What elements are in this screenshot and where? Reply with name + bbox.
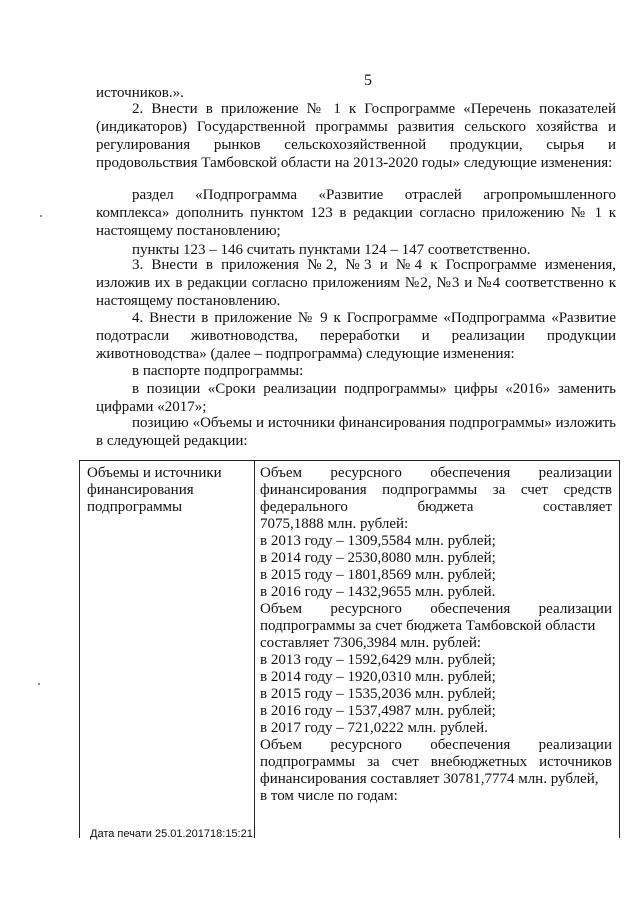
federal-year-line: в 2016 году – 1432,9655 млн. рублей. [260,584,496,600]
regional-year-line: в 2016 году – 1537,4987 млн. рублей; [260,703,496,719]
paragraph-item-2: 2. Внести в приложение № 1 к Госпрограмме «Перечень показателей (индикаторов) Государственной программы развития сельского хозяйства и регулирования рынков сельскохозяйственной продукции, сырья и продовольствия Тамбовской области на 2013-2020 годы» следующие изменения: [96,101,616,171]
paragraph-terms-change: в позиции «Сроки реализации подпрограммы» цифры «2016» заменить цифрами «2017»; [96,381,616,415]
federal-year-line: в 2015 году – 1801,8569 млн. рублей; [260,567,496,583]
regional-intro-line: Объем ресурсного обеспечения реализации [260,601,612,617]
federal-intro-line: Объем ресурсного обеспечения реализации [260,465,612,481]
paragraph-section-addition: раздел «Подпрограмма «Развитие отраслей агропромышленного комплекса» дополнить пунктом 123 в редакции согласно приложению № 1 к настоящему постановлению; [96,187,616,239]
page-number: 5 [364,72,372,89]
regional-year-line: в 2014 году – 1920,0310 млн. рублей; [260,669,496,685]
paragraph-renumbering: пункты 123 – 146 считать пунктами 124 – 147 соответственно. [132,242,531,258]
paragraph-funding-position: позицию «Объемы и источники финансирования подпрограммы» изложить в следующей редакции: [96,415,616,449]
scan-speck [40,215,42,217]
federal-year-line: в 2013 году – 1309,5584 млн. рублей; [260,533,496,549]
paragraph-sources-end: источников.». [96,85,184,101]
paragraph-item-3: 3. Внести в приложения №2, №3 и №4 к Госпрограмме изменения, изложив их в редакции согласно приложениям №2, №3 и №4 соответственно к настоящему постановлению. [96,257,616,309]
table-right-cell [260,465,612,805]
extrabudget-intro-line: финансирования составляет 30781,7774 млн. рублей, [260,771,599,787]
regional-year-line: в 2015 году – 1535,2036 млн. рублей; [260,686,496,702]
federal-intro-line: федерального бюджета составляет [260,499,612,515]
regional-year-line: в 2013 году – 1592,6429 млн. рублей; [260,652,496,668]
federal-intro-line: 7075,1888 млн. рублей: [260,516,409,532]
paragraph-item-4: 4. Внести в приложение № 9 к Госпрограмме «Подпрограмма «Развитие подотрасли животноводства, переработки и реализации продукции животноводства» (далее – подпрограмма) следующие изменения: [96,310,616,362]
paragraph-passport: в паспорте подпрограммы: [132,363,304,379]
extrabudget-intro-line: Объем ресурсного обеспечения реализации [260,737,612,753]
federal-year-line: в 2014 году – 2530,8080 млн. рублей; [260,550,496,566]
federal-intro-line: финансирования подпрограммы за счет средств [260,482,612,498]
regional-year-line: в 2017 году – 721,0222 млн. рублей. [260,720,488,736]
scan-speck [38,683,40,685]
funding-table [79,460,620,838]
extrabudget-intro-line: подпрограммы за счет внебюджетных источников [260,754,612,770]
print-date: Дата печати 25.01.201718:15:21 [90,828,253,840]
regional-intro-line: составляет 7306,3984 млн. рублей: [260,635,482,651]
table-left-label: Объемы и источники финансирования подпрограммы [87,465,222,515]
extrabudget-intro-line: в том числе по годам: [260,788,398,804]
table-column-divider [254,461,255,838]
regional-intro-line: подпрограммы за счет бюджета Тамбовской области [260,618,596,634]
